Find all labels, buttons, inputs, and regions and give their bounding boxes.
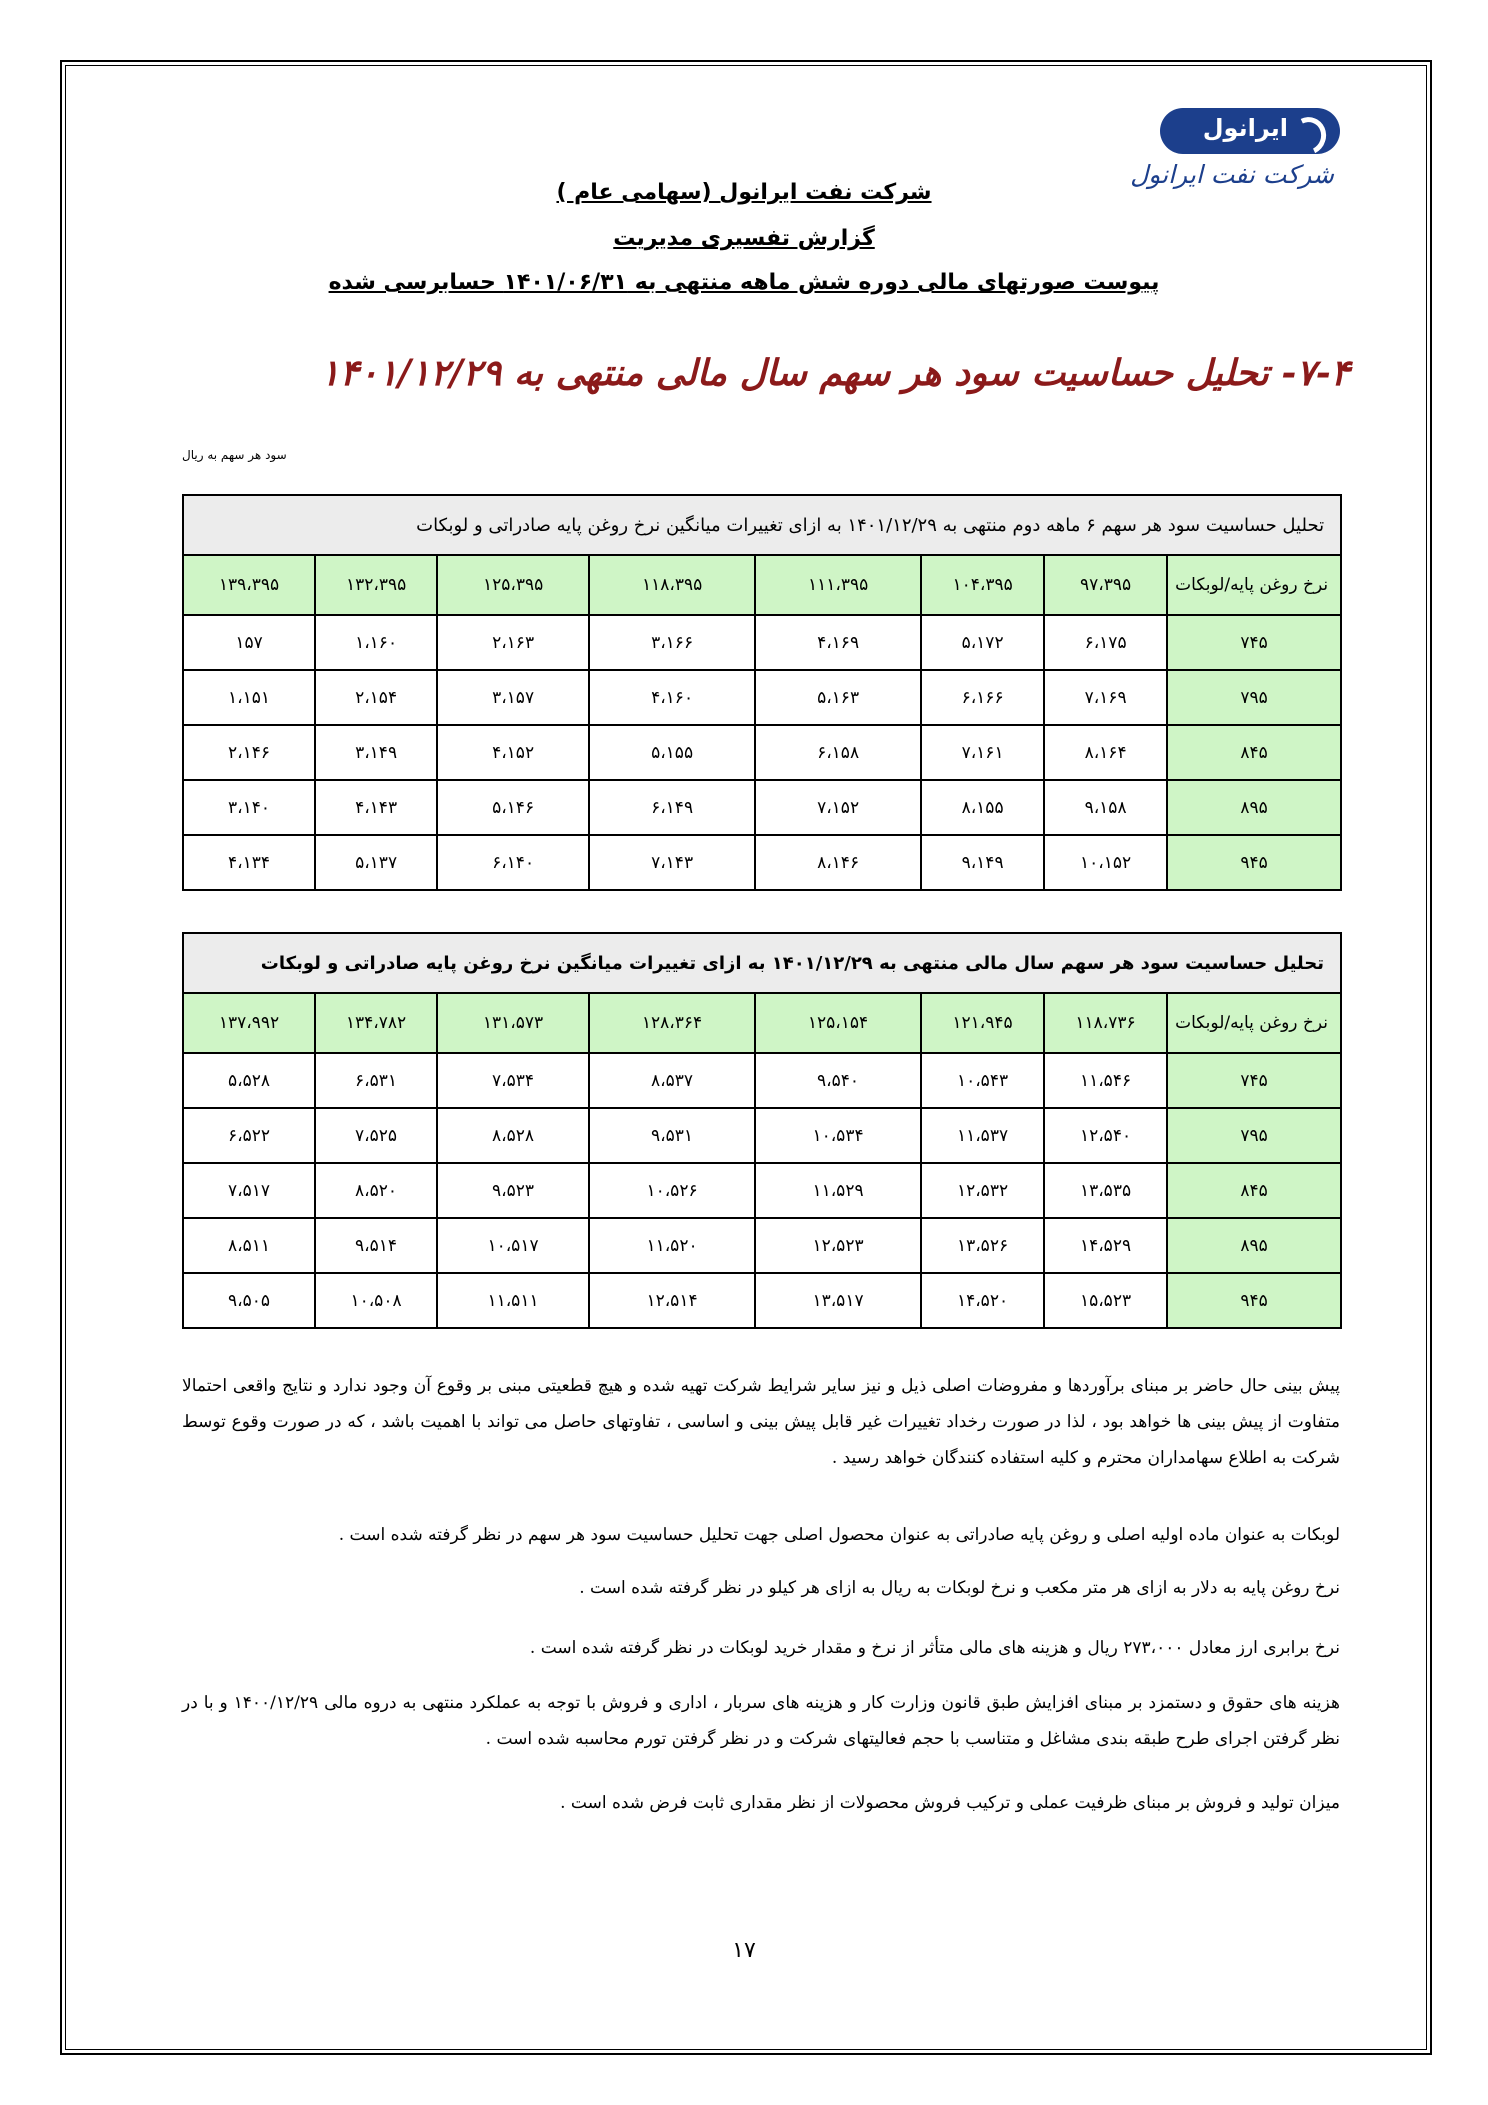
table-cell: ۵،۱۴۶	[437, 780, 589, 835]
table-cell: ۵،۱۳۷	[315, 835, 437, 890]
table-row	[183, 670, 1341, 725]
table-cell: ۱،۱۶۰	[315, 615, 437, 670]
table-cell: ۱۳،۵۱۷	[755, 1273, 921, 1328]
table-cell: ۱۱،۵۲۰	[589, 1218, 755, 1273]
header-cell: ۱۳۷،۹۹۲	[183, 993, 315, 1053]
row-label: ۹۴۵	[1167, 1273, 1341, 1328]
header-cell: ۱۳۲،۳۹۵	[315, 555, 437, 615]
company-name: شرکت نفت ایرانول (سهامی عام )	[556, 180, 932, 205]
table-cell: ۴،۱۵۲	[437, 725, 589, 780]
assumption-paragraph: هزینه های حقوق و دستمزد بر مبنای افزایش طبق قانون وزارت کار و هزینه های سربار ، اداری و فروش با توجه به عملکرد منتهی به دروه مالی ۱۴۰۰/۱۲/۲۹ و با در نظر گرفتن اجرای طرح طبقه بندی مشاغل و متناسب با حجم فعالیتهای شرکت و در نظر گرفتن تورم محاسبه شده است .	[182, 1693, 1340, 1749]
table-cell: ۹،۱۴۹	[921, 835, 1044, 890]
table-cell: ۶،۱۵۸	[755, 725, 921, 780]
logo-swoosh-icon	[1285, 112, 1332, 160]
table-cell: ۳،۱۵۷	[437, 670, 589, 725]
table-cell: ۱۴،۵۲۰	[921, 1273, 1044, 1328]
table-cell: ۱۳،۵۲۶	[921, 1218, 1044, 1273]
table-cell: ۸،۱۴۶	[755, 835, 921, 890]
table-row	[183, 725, 1341, 780]
header-cell: نرخ روغن پایه/لوبکات	[1167, 993, 1341, 1053]
row-label: ۷۹۵	[1167, 1108, 1341, 1163]
table-cell: ۱۰،۵۱۷	[437, 1218, 589, 1273]
table-cell: ۴،۱۴۳	[315, 780, 437, 835]
table-row	[183, 1053, 1341, 1108]
header-cell: ۱۳۴،۷۸۲	[315, 993, 437, 1053]
table-cell: ۸،۱۶۴	[1044, 725, 1167, 780]
table-cell: ۵،۱۵۵	[589, 725, 755, 780]
logo-caption: شرکت نفت ایرانول	[1130, 160, 1334, 189]
table-cell: ۷،۱۶۱	[921, 725, 1044, 780]
table-cell: ۳،۱۴۹	[315, 725, 437, 780]
unit-note: سود هر سهم به ریال	[182, 448, 287, 462]
table-header-row	[183, 993, 1341, 1053]
header-cell: ۱۲۱،۹۴۵	[921, 993, 1044, 1053]
header-cell: ۱۱۸،۳۹۵	[589, 555, 755, 615]
table-row	[183, 1108, 1341, 1163]
table-cell: ۷،۵۱۷	[183, 1163, 315, 1218]
table-cell: ۱۰،۵۲۶	[589, 1163, 755, 1218]
table-row	[183, 780, 1341, 835]
logo-mark	[1160, 108, 1340, 154]
table-cell: ۲،۱۶۳	[437, 615, 589, 670]
header-cell: ۱۲۵،۳۹۵	[437, 555, 589, 615]
assumption-paragraph: میزان تولید و فروش بر مبنای ظرفیت عملی و ترکیب فروش محصولات از نظر مقداری ثابت فرض شده است .	[560, 1793, 1340, 1813]
table-cell: ۸،۵۳۷	[589, 1053, 755, 1108]
table-cell: ۱۰،۵۴۳	[921, 1053, 1044, 1108]
logo-mark-text: ایرانول	[1202, 114, 1288, 142]
row-label: ۸۹۵	[1167, 1218, 1341, 1273]
table-row	[183, 615, 1341, 670]
table-cell: ۱۰،۵۳۴	[755, 1108, 921, 1163]
table-cell: ۸،۱۵۵	[921, 780, 1044, 835]
table-cell: ۱۲،۵۱۴	[589, 1273, 755, 1328]
table-cell: ۴،۱۳۴	[183, 835, 315, 890]
table-cell: ۹،۱۵۸	[1044, 780, 1167, 835]
table-cell: ۹،۵۴۰	[755, 1053, 921, 1108]
header-cell: ۱۱۱،۳۹۵	[755, 555, 921, 615]
table-row	[183, 835, 1341, 890]
row-label: ۷۴۵	[1167, 615, 1341, 670]
table-cell: ۴،۱۶۹	[755, 615, 921, 670]
table-cell: ۱۵۷	[183, 615, 315, 670]
section-title: ۷-۴- تحلیل حساسیت سود هر سهم سال مالی منتهی به ۱۴۰۱/۱۲/۲۹	[320, 352, 1350, 394]
table-cell: ۶،۵۳۱	[315, 1053, 437, 1108]
sensitivity-table-fy	[182, 932, 1342, 1329]
report-title: گزارش تفسیری مدیریت	[613, 226, 875, 251]
row-label: ۸۴۵	[1167, 725, 1341, 780]
sensitivity-table-h2	[182, 494, 1342, 891]
header-cell: ۱۰۴،۳۹۵	[921, 555, 1044, 615]
table-cell: ۱۲،۵۴۰	[1044, 1108, 1167, 1163]
table-cell: ۱۴،۵۲۹	[1044, 1218, 1167, 1273]
table-cell: ۱۱،۵۱۱	[437, 1273, 589, 1328]
row-label: ۸۹۵	[1167, 780, 1341, 835]
table-cell: ۱،۱۵۱	[183, 670, 315, 725]
table-cell: ۸،۵۱۱	[183, 1218, 315, 1273]
table-cell: ۶،۱۷۵	[1044, 615, 1167, 670]
table-cell: ۳،۱۶۶	[589, 615, 755, 670]
table-cell: ۹،۵۰۵	[183, 1273, 315, 1328]
assumption-paragraph: نرخ روغن پایه به دلار به ازای هر متر مکعب و نرخ لوبکات به ریال به ازای هر کیلو در نظر گرفته شده است .	[579, 1578, 1340, 1598]
row-label: ۹۴۵	[1167, 835, 1341, 890]
table-cell: ۵،۱۷۲	[921, 615, 1044, 670]
table-cell: ۱۱،۵۴۶	[1044, 1053, 1167, 1108]
table-cell: ۷،۱۴۳	[589, 835, 755, 890]
header-cell: ۹۷،۳۹۵	[1044, 555, 1167, 615]
row-label: ۸۴۵	[1167, 1163, 1341, 1218]
table-cell: ۶،۵۲۲	[183, 1108, 315, 1163]
table-cell: ۶،۱۶۶	[921, 670, 1044, 725]
table-cell: ۱۰،۵۰۸	[315, 1273, 437, 1328]
table-cell: ۵،۵۲۸	[183, 1053, 315, 1108]
table-cell: ۱۰،۱۵۲	[1044, 835, 1167, 890]
table-cell: ۱۳،۵۳۵	[1044, 1163, 1167, 1218]
header-cell: ۱۳۱،۵۷۳	[437, 993, 589, 1053]
forecast-disclaimer-paragraph: پیش بینی حال حاضر بر مبنای برآوردها و مفروضات اصلی ذیل و نیز سایر شرایط شرکت تهیه شده و هیچ قطعیتی مبنی بر وقوع آن وجود ندارد و نتایج واقعی احتمالا متفاوت از پیش بینی ها خواهد بود ، لذا در صورت رخداد تغییرات غیر قابل پیش بینی و اساسی ، تفاوتهای حاصل می تواند با اهمیت باشد ، که در صورت وقوع توسط شرکت به اطلاع سهامداران محترم و کلیه استفاده کنندگان خواهد رسید .	[182, 1376, 1340, 1468]
row-label: ۷۴۵	[1167, 1053, 1341, 1108]
assumption-paragraph: نرخ برابری ارز معادل ۲۷۳،۰۰۰ ریال و هزینه های مالی متأثر از نرخ و مقدار خرید لوبکات در نظر گرفته شده است .	[529, 1638, 1340, 1658]
table-cell: ۱۱،۵۲۹	[755, 1163, 921, 1218]
table-title: تحلیل حساسیت سود هر سهم سال مالی منتهی به ۱۴۰۱/۱۲/۲۹ به ازای تغییرات میانگین نرخ روغن پایه صادراتی و لوبکات	[183, 933, 1341, 993]
table-row	[183, 1218, 1341, 1273]
table-cell: ۷،۱۶۹	[1044, 670, 1167, 725]
table-cell: ۷،۵۲۵	[315, 1108, 437, 1163]
table-cell: ۵،۱۶۳	[755, 670, 921, 725]
table-cell: ۱۲،۵۳۲	[921, 1163, 1044, 1218]
table-cell: ۲،۱۵۴	[315, 670, 437, 725]
table-cell: ۴،۱۶۰	[589, 670, 755, 725]
table-cell: ۶،۱۴۹	[589, 780, 755, 835]
table-cell: ۸،۵۲۸	[437, 1108, 589, 1163]
table-header-row	[183, 555, 1341, 615]
table-cell: ۱۵،۵۲۳	[1044, 1273, 1167, 1328]
table-cell: ۷،۵۳۴	[437, 1053, 589, 1108]
table-row	[183, 1163, 1341, 1218]
table-cell: ۹،۵۳۱	[589, 1108, 755, 1163]
header-cell: نرخ روغن پایه/لوبکات	[1167, 555, 1341, 615]
table-cell: ۹،۵۲۳	[437, 1163, 589, 1218]
table-cell: ۱۲،۵۲۳	[755, 1218, 921, 1273]
table-cell: ۲،۱۴۶	[183, 725, 315, 780]
report-subtitle: پیوست صورتهای مالی دوره شش ماهه منتهی به ۱۴۰۱/۰۶/۳۱ حسابرسی شده	[328, 270, 1160, 295]
table-title: تحلیل حساسیت سود هر سهم ۶ ماهه دوم منتهی به ۱۴۰۱/۱۲/۲۹ به ازای تغییرات میانگین نرخ روغن پایه صادراتی و لوبکات	[183, 495, 1341, 555]
table-cell: ۱۱،۵۳۷	[921, 1108, 1044, 1163]
header-cell: ۱۱۸،۷۳۶	[1044, 993, 1167, 1053]
table-row	[183, 1273, 1341, 1328]
page-number: ۱۷	[732, 1938, 756, 1963]
header-cell: ۱۲۵،۱۵۴	[755, 993, 921, 1053]
table-cell: ۶،۱۴۰	[437, 835, 589, 890]
header-cell: ۱۳۹،۳۹۵	[183, 555, 315, 615]
row-label: ۷۹۵	[1167, 670, 1341, 725]
header-cell: ۱۲۸،۳۶۴	[589, 993, 755, 1053]
table-cell: ۷،۱۵۲	[755, 780, 921, 835]
table-cell: ۸،۵۲۰	[315, 1163, 437, 1218]
table-cell: ۳،۱۴۰	[183, 780, 315, 835]
table-cell: ۹،۵۱۴	[315, 1218, 437, 1273]
assumption-paragraph: لوبکات به عنوان ماده اولیه اصلی و روغن پایه صادراتی به عنوان محصول اصلی جهت تحلیل حساسیت سود هر سهم در نظر گرفته شده است .	[338, 1525, 1340, 1545]
